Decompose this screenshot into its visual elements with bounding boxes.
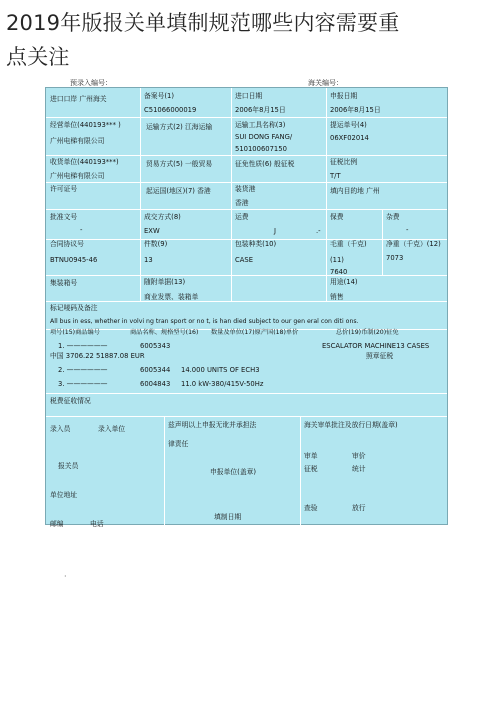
item-3-code: 6004843	[140, 380, 171, 388]
gross-weight: 7640	[330, 268, 348, 276]
page-title	[6, 6, 490, 74]
approval-label: 批准文号	[50, 213, 78, 221]
pieces-label: 件数(9)	[144, 240, 168, 248]
approval-value: -	[80, 226, 83, 234]
goods-header-qty: 数量及单位(17)原产国(18)单价	[211, 329, 299, 336]
row-divider	[46, 393, 447, 394]
deal-mode-label: 成交方式(8)	[144, 213, 181, 221]
row-divider	[46, 209, 447, 210]
operator: 广州电梯有限公司	[50, 137, 105, 145]
item-2-code: 6005344	[140, 366, 171, 374]
tax-ratio-label: 征税比例	[330, 158, 358, 166]
marks-text: All bus in ess, whether in volvi ng tran sport or no t, is han died subject to our gen eral con diti ons.	[50, 318, 359, 325]
item-1-right: ESCALATOR MACHINE13 CASES	[322, 342, 430, 350]
col-divider	[164, 416, 165, 526]
operator-label: 经营单位(440193*** )	[50, 121, 121, 129]
export-port: 进口口岸 广州海关	[50, 95, 107, 103]
origin-country: 起运国(地区)(7) 香港	[146, 187, 211, 195]
item-1-levy: 照章征税	[366, 352, 394, 360]
consignee: 广州电梯有限公司	[50, 172, 105, 180]
col-divider	[326, 88, 327, 301]
tax-ratio: T/T	[330, 172, 341, 180]
import-date-label: 进口日期	[235, 92, 263, 100]
phone-label: 电话	[90, 520, 104, 528]
deal-mode: EXW	[144, 227, 160, 235]
package-label: 包装种类(10)	[235, 240, 277, 248]
item-1-code: 6005343	[140, 342, 171, 350]
row-divider	[46, 117, 447, 118]
customs-number-label: 海关编号：	[308, 79, 343, 87]
freight-value: J	[274, 227, 277, 235]
trade-mode: 贸易方式(5) 一般贸易	[146, 160, 213, 168]
bl-number-label: 提运单号(4)	[330, 121, 367, 129]
contract: BTNU0945-46	[50, 256, 98, 264]
destination-label: 填内目的地 广州	[330, 187, 380, 195]
pre-entry-number-label: 预录入编号：	[70, 79, 112, 87]
import-date: 2006年8月15日	[235, 106, 286, 114]
release-label: 放行	[352, 504, 366, 512]
loading-port: 香港	[235, 199, 249, 207]
item-2-desc: 14.000 UNITS OF ECH3	[181, 366, 260, 374]
row-divider	[46, 301, 447, 302]
transport-tool: SUI DONG FANG/	[235, 133, 293, 141]
license-label: 许可证号	[50, 185, 78, 193]
price-review-label: 审价	[352, 452, 366, 460]
unit-address-label: 单位地址	[50, 491, 78, 499]
insurance-label: 保费	[330, 213, 344, 221]
contract-label: 合同协议号	[50, 240, 84, 248]
declare-date-label: 申报日期	[330, 92, 358, 100]
title-line-2: 点关注	[6, 45, 70, 69]
use-label: 用途(14)	[330, 278, 358, 286]
col-divider	[300, 416, 301, 526]
consignee-label: 收货单位(440193***)	[50, 158, 119, 166]
row-divider	[46, 416, 447, 417]
record-number: C51066000019	[144, 106, 197, 114]
inspect-label: 查验	[304, 504, 318, 512]
gross-weight-label: 毛重（千克)	[330, 240, 367, 248]
statement-label-2: 律责任	[168, 440, 189, 448]
marks-label: 标记唛码及备注	[50, 304, 98, 312]
stray-dot: ·	[64, 572, 67, 581]
pieces: 13	[144, 256, 153, 264]
container-label: 集装箱号	[50, 279, 78, 287]
levy-tax-label: 征税	[304, 465, 318, 473]
postcode-label: 邮编	[50, 520, 64, 528]
statement-label: 兹声明以上申报无讹并承担法	[168, 421, 257, 429]
customs-declaration-form	[45, 87, 448, 528]
statistics-label: 统计	[352, 465, 366, 473]
col-divider	[140, 88, 141, 301]
package: CASE	[235, 256, 254, 264]
entry-unit-label: 录入单位	[98, 425, 126, 433]
item-3-number: 3. ——————	[58, 380, 108, 388]
item-1-line-2: 中国 3706.22 51887.08 EUR	[50, 352, 145, 360]
col-divider	[382, 209, 383, 275]
audit-label: 审单	[304, 452, 318, 460]
misc-fee-label: 杂费	[386, 213, 400, 221]
loading-port-label: 装货港	[235, 185, 256, 193]
net-weight: 7073	[386, 254, 404, 262]
row-divider	[46, 155, 447, 156]
item-2-number: 2. ——————	[58, 366, 108, 374]
transport-mode: 运输方式(2) 江海运输	[146, 123, 213, 131]
goods-header-left: 项号(15)商品编号	[50, 329, 100, 336]
row-divider	[46, 275, 447, 276]
record-number-label: 备案号(1)	[144, 92, 175, 100]
title-line-1: 2019年版报关单填制规范哪些内容需要重	[6, 11, 400, 35]
goods-header-mid: 商品名称、规格型号(16)	[130, 329, 199, 336]
attached-docs: 商业发票、装箱单	[144, 293, 199, 301]
freight-label: 运费	[235, 213, 249, 221]
declare-unit-label: 申报单位(盖章)	[210, 468, 257, 476]
fill-date-label: 填制日期	[214, 513, 242, 521]
attached-docs-label: 随附单据(13)	[144, 278, 186, 286]
levy-nature: 征免性质(6) 般征税	[235, 160, 295, 168]
col-divider	[231, 88, 232, 301]
row-divider	[46, 182, 447, 183]
gross-weight-index: (11)	[330, 256, 344, 264]
customs-note-label: 海关审单批注及放行日期(盖章)	[304, 421, 398, 429]
declarer-label: 报关员	[58, 462, 79, 470]
tax-label: 税费征收情况	[50, 397, 91, 405]
freight-value-2: .-	[316, 227, 321, 235]
use-value: 销售	[330, 293, 344, 301]
bl-number: 06XF02014	[330, 134, 369, 142]
net-weight-label: 净重（千克）(12)	[386, 240, 441, 248]
item-1-number: 1. ——————	[58, 342, 108, 350]
transport-tool-2: 510100607150	[235, 145, 287, 153]
declare-date: 2006年8月15日	[330, 106, 381, 114]
goods-header-right: 总价(19)币制(20)征免	[336, 329, 399, 336]
item-3-desc: 11.0 kW-380/415V-50Hz	[181, 380, 264, 388]
entry-clerk-label: 录入员	[50, 425, 71, 433]
misc-fee-value: -	[406, 226, 409, 234]
transport-tool-label: 运输工具名称(3)	[235, 121, 286, 129]
